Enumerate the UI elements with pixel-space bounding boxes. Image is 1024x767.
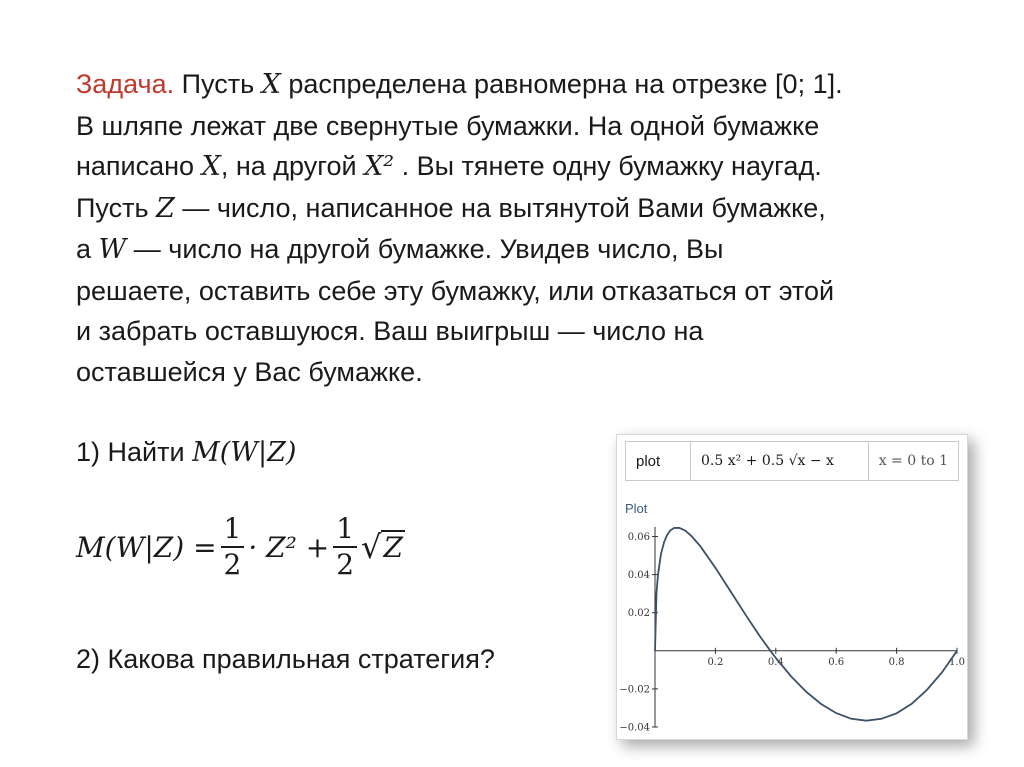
variable-x: X bbox=[201, 151, 221, 182]
task-text-fragment: и забрать оставшуюся. Ваш выигрыш — число на bbox=[76, 316, 704, 346]
plot-command-cell: plot bbox=[626, 442, 691, 480]
plot-expression-cell: 0.5 x² + 0.5 √x − x bbox=[691, 442, 869, 480]
question-1-text: 1) Найти bbox=[76, 437, 193, 467]
x-tick-label: 0.4 bbox=[767, 656, 784, 668]
question-1 bbox=[76, 434, 296, 471]
x-tick-label: 0.8 bbox=[888, 656, 905, 668]
function-plot bbox=[617, 521, 967, 733]
task-text-fragment: Пусть bbox=[181, 69, 262, 99]
fraction-numerator: 1 bbox=[333, 512, 357, 548]
y-tick-label: 0.02 bbox=[627, 608, 650, 620]
function-curve bbox=[655, 528, 957, 721]
task-text-fragment: . Вы тянете одну бумажку наугад. bbox=[394, 151, 822, 181]
task-text-fragment: написано bbox=[76, 151, 202, 181]
x-tick-label: 0.6 bbox=[828, 656, 845, 668]
y-tick-label: −0.04 bbox=[619, 722, 650, 733]
formula-lhs: M(W|Z) = bbox=[76, 530, 217, 564]
variable-x: X bbox=[261, 69, 281, 100]
task-text-fragment: решаете, оставить себе эту бумажку, или отказаться от этой bbox=[76, 275, 835, 306]
fraction-denominator: 2 bbox=[223, 548, 242, 581]
task-text bbox=[76, 64, 976, 392]
y-tick-label: −0.02 bbox=[619, 684, 650, 696]
variable-x-squared: X² bbox=[364, 151, 395, 182]
square-root bbox=[361, 530, 405, 564]
plot-axes bbox=[655, 527, 957, 727]
fraction-one-half bbox=[221, 512, 245, 582]
task-text-fragment: — число, написанное на вытянутой Вами бумажке, bbox=[174, 192, 826, 223]
radical-sign: √ bbox=[361, 528, 382, 566]
plot-screenshot bbox=[616, 434, 968, 740]
formula-z-squared-term: · Z² + bbox=[248, 530, 330, 564]
task-text-fragment: В шляпе лежат две свернутые бумажки. На одной бумажке bbox=[76, 110, 820, 141]
question-1-expression: M(W|Z) bbox=[192, 437, 297, 468]
task-text-fragment: Пусть bbox=[76, 192, 157, 223]
task-text-fragment: оставшейся у Вас бумажке. bbox=[76, 356, 423, 387]
answer-formula bbox=[76, 512, 405, 582]
plot-input-bar bbox=[625, 441, 959, 481]
task-text-fragment: , на другой bbox=[220, 151, 365, 181]
y-tick-label: 0.06 bbox=[627, 532, 650, 544]
variable-z: Z bbox=[156, 192, 175, 224]
variable-w: W bbox=[98, 234, 127, 265]
fraction-numerator: 1 bbox=[221, 512, 245, 548]
task-text-fragment: а bbox=[76, 234, 99, 264]
radicand: Z bbox=[383, 531, 403, 564]
task-text-fragment: — число на другой бумажке. Увидев число, Вы bbox=[126, 234, 724, 264]
plot-range-cell: x = 0 to 1 bbox=[878, 453, 948, 469]
x-tick-label: 1.0 bbox=[949, 656, 965, 668]
fraction-one-half bbox=[333, 512, 357, 582]
task-title: Задача. bbox=[76, 69, 175, 99]
y-tick-label: 0.04 bbox=[627, 570, 650, 582]
question-2: 2) Какова правильная стратегия? bbox=[76, 644, 495, 674]
task-text-fragment: распределена равномерна на отрезке [0; 1]. bbox=[280, 69, 843, 99]
plot-section-label: Plot bbox=[625, 501, 648, 516]
x-tick-label: 0.2 bbox=[707, 656, 724, 668]
fraction-denominator: 2 bbox=[336, 548, 355, 581]
